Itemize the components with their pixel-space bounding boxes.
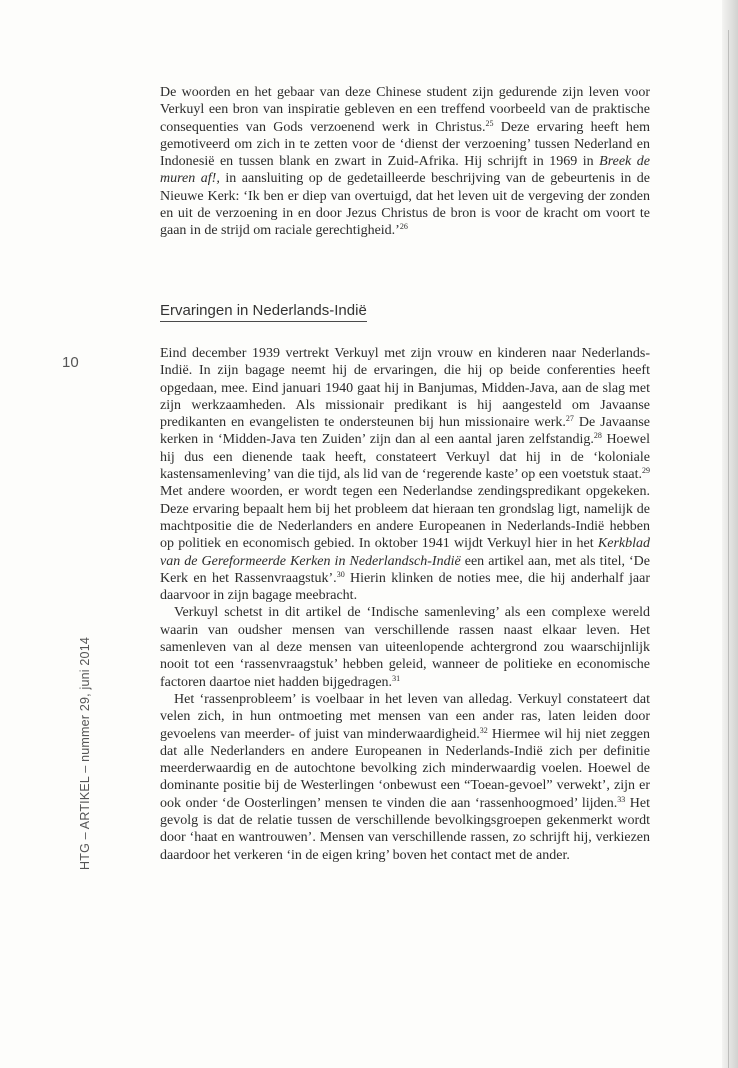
body-section-2 bbox=[160, 345, 650, 864]
paragraph: Het ‘rassenprobleem’ is voelbaar in het leven van alledag. Verkuyl constateert dat velen zich, in hun ontmoeting met mensen van een ander ras, laten leiden door gevoelens van meerder- of juist van minderwaardigheid.$^{32}$ Hiermee wil hij niet zeggen dat alle Nederlanders en andere Europeanen in Nederlands-Indië zich per definitie meerderwaardig en de autochtone bevolking zich minderwaardig voelen. Hoewel de dominante positie bij de Westerlingen ‘onbewust een “Toean-gevoel” verwekt’, zijn er ook onder ‘de Oosterlingen’ mensen te vinden die aan ‘rassenhoogmoed’ lijden.$^{33}$ Het gevolg is dat de relatie tussen de verschillende bevolkingsgroepen gekenmerkt wordt door ‘haat en wantrouwen’. Mensen van verschillende rassen, zo schrijft hij, verkiezen daardoor het verkeren ‘in de eigen kring’ boven het contact met de ander. bbox=[160, 691, 650, 863]
body-section-1 bbox=[160, 84, 650, 240]
footnote-ref: 28 bbox=[593, 431, 602, 441]
paragraph: Verkuyl schetst in dit artikel de ‘Indische samenleving’ als een complexe wereld waarin van oudsher mensen van verschillende rassen naast elkaar leven. Het samenleven van al deze mensen van uiteenlopende achtergrond zou waarschijnlijk nooit tot een ‘rassenvraagstuk’ hebben geleid, wanneer de politieke en economische factoren daartoe niet hadden bijgedragen.$^{31}$ bbox=[160, 605, 650, 690]
paragraph: Eind december 1939 vertrekt Verkuyl met zijn vrouw en kinderen naar Nederlands-Indië. In zijn bagage neemt hij de ervaringen, die hij op beide conferenties heeft opgedaan, mee. Eind januari 1940 gaat hij in Banjumas, Midden-Java, aan de slag met zijn werkzaamheden. Als missionair predikant is hij aangesteld om Javaanse predikanten en evangelisten te ondersteunen bij hun missionaire werk.$^{27}$ De Javaanse kerken in ‘Midden-Java ten Zuiden’ zijn dan al een aantal jaren zelfstandig.$^{28}$ Hoewel hij dus een dienende taak heeft, constateert Verkuyl dat hij in de ‘koloniale kastensamenleving’ van die tijd, als lid van de ‘regerende kaste’ op een voetstuk staat.$^{29}$ Met andere woorden, er wordt tegen een Nederlandse zendingspredikant opgekeken. Deze ervaring bepaalt hem bij het probleem dat hieraan ten grondslag ligt, namelijk de machtpositie die de Nederlanders en andere Europeanen in Nederlands-Indië hebben op politiek en economisch gebied. In oktober 1941 wijdt Verkuyl hier in het Kerkblad van de Gereformeerde Kerken in Nederlandsch-Indië een artikel aan, met als titel, ‘De Kerk en het Rassenvraagstuk’.$^{30}$ Hierin klinken de noties mee, die hij anderhalf jaar daarvoor in zijn bagage meebracht. bbox=[160, 346, 651, 604]
footnote-ref: 25 bbox=[485, 118, 494, 128]
paragraph: De woorden en het gebaar van deze Chinese student zijn gedurende zijn leven voor Verkuyl een bron van inspiratie gebleven en een treffend voorbeeld van de praktische consequenties van Gods verzoenend werk in Christus.$^{25}$ Deze ervaring heeft hem gemotiveerd om zich in te zetten voor de ‘dienst der verzoening’ tussen Nederland en Indonesië en tussen blank en zwart in Zuid-Afrika. Hij schrijft in 1969 in Breek de muren af!, in aansluiting op de gedetailleerde beschrijving van de gebeurtenis in de Nieuwe Kerk: ‘Ik ben er diep van overtuigd, dat het leven uit de vergeving der zonden en uit de verzoening in en door Jezus Christus de bron is voor de kracht om voort te gaan in de strijd om raciale gerechtigheid.’$^{26}$ bbox=[160, 85, 651, 239]
footnote-ref: 30 bbox=[336, 569, 345, 579]
page-number: 10 bbox=[62, 354, 79, 371]
running-head: HTG – ARTIKEL – nummer 29, juni 2014 bbox=[78, 636, 92, 870]
footnote-ref: 27 bbox=[565, 414, 574, 424]
page-edge bbox=[722, 0, 738, 1068]
footnote-ref: 31 bbox=[392, 673, 401, 683]
footnote-ref: 32 bbox=[479, 725, 488, 735]
section-heading: Ervaringen in Nederlands-Indië bbox=[160, 302, 367, 322]
footnote-ref: 29 bbox=[642, 466, 650, 476]
emphasis: Breek de muren af!, bbox=[160, 154, 650, 187]
footnote-ref: 33 bbox=[617, 794, 626, 804]
emphasis: Kerkblad van de Gereformeerde Kerken in Nederlandsch-Indië bbox=[160, 536, 650, 569]
footnote-ref: 26 bbox=[399, 222, 408, 232]
